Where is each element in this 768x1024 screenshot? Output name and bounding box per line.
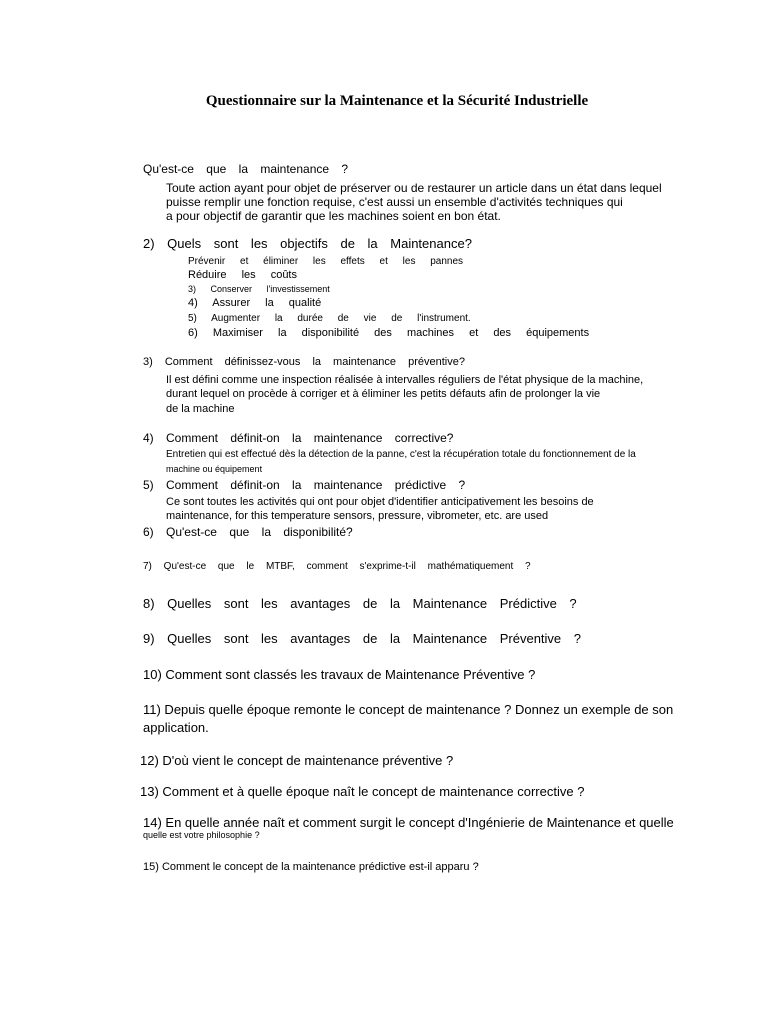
question-8: 8) Quelles sont les avantages de la Maintenance Prédictive ? [143, 596, 577, 611]
question-5: 5) Comment définit-on la maintenance prédictive ? [143, 478, 466, 492]
objective-item-2: Réduire les coûts [188, 269, 297, 281]
question-11-line-2: application. [143, 720, 209, 735]
question-13: 13) Comment et à quelle époque naît le concept de maintenance corrective ? [140, 784, 585, 799]
answer-5-line-1: Ce sont toutes les activités qui ont pour objet d'identifier anticipativement les besoins de [166, 496, 594, 508]
objective-item-3: 3) Conserver l'investissement [188, 284, 330, 294]
answer-4-line-2: machine ou équipement [166, 464, 263, 474]
objective-item-5: 5) Augmenter la durée de vie de l'instrument. [188, 313, 471, 324]
question-14-line-1: 14) En quelle année naît et comment surgit le concept d'Ingénierie de Maintenance et quelle [143, 815, 674, 830]
question-9: 9) Quelles sont les avantages de la Maintenance Préventive ? [143, 631, 581, 646]
answer-1-line-1: Toute action ayant pour objet de préserver ou de restaurer un article dans un état dans lequel [166, 181, 662, 195]
answer-3-line-3: de la machine [166, 403, 235, 415]
answer-1-line-3: a pour objectif de garantir que les machines soient en bon état. [166, 209, 501, 223]
question-14-line-2: quelle est votre philosophie ? [143, 830, 260, 840]
objective-item-6: 6) Maximiser la disponibilité des machines et des équipements [188, 327, 590, 339]
question-6: 6) Qu'est-ce que la disponibilité? [143, 525, 353, 539]
answer-3-line-1: Il est défini comme une inspection réalisée à intervalles réguliers de l'état physique de la machine, [166, 374, 644, 386]
question-12: 12) D'où vient le concept de maintenance préventive ? [140, 753, 454, 768]
page-title: Questionnaire sur la Maintenance et la Sécurité Industrielle [205, 93, 589, 109]
question-2: 2) Quels sont les objectifs de la Maintenance? [143, 236, 472, 251]
answer-3-line-2: durant lequel on procède à corriger et à éliminer les petits défauts afin de prolonger la vie [166, 388, 601, 400]
answer-4-line-1: Entretien qui est effectué dès la détection de la panne, c'est la récupération totale du fonctionnement de la [166, 449, 636, 460]
answer-5-line-2: maintenance, for this temperature sensors, pressure, vibrometer, etc. are used [166, 510, 549, 522]
question-4: 4) Comment définit-on la maintenance corrective? [143, 431, 454, 445]
question-3: 3) Comment définissez-vous la maintenance préventive? [143, 356, 465, 368]
question-1: Qu'est-ce que la maintenance ? [143, 162, 349, 176]
question-11-line-1: 11) Depuis quelle époque remonte le concept de maintenance ? Donnez un exemple de son [143, 702, 674, 717]
objective-item-1: Prévenir et éliminer les effets et les pannes [188, 256, 464, 267]
question-7: 7) Qu'est-ce que le MTBF, comment s'exprime-t-il mathématiquement ? [143, 561, 531, 572]
objective-item-4: 4) Assurer la qualité [188, 297, 322, 309]
question-15: 15) Comment le concept de la maintenance prédictive est-il apparu ? [143, 861, 479, 873]
answer-1-line-2: puisse remplir une fonction requise, c'est aussi un ensemble d'activités techniques qui [166, 195, 623, 209]
question-10: 10) Comment sont classés les travaux de Maintenance Préventive ? [143, 667, 536, 682]
